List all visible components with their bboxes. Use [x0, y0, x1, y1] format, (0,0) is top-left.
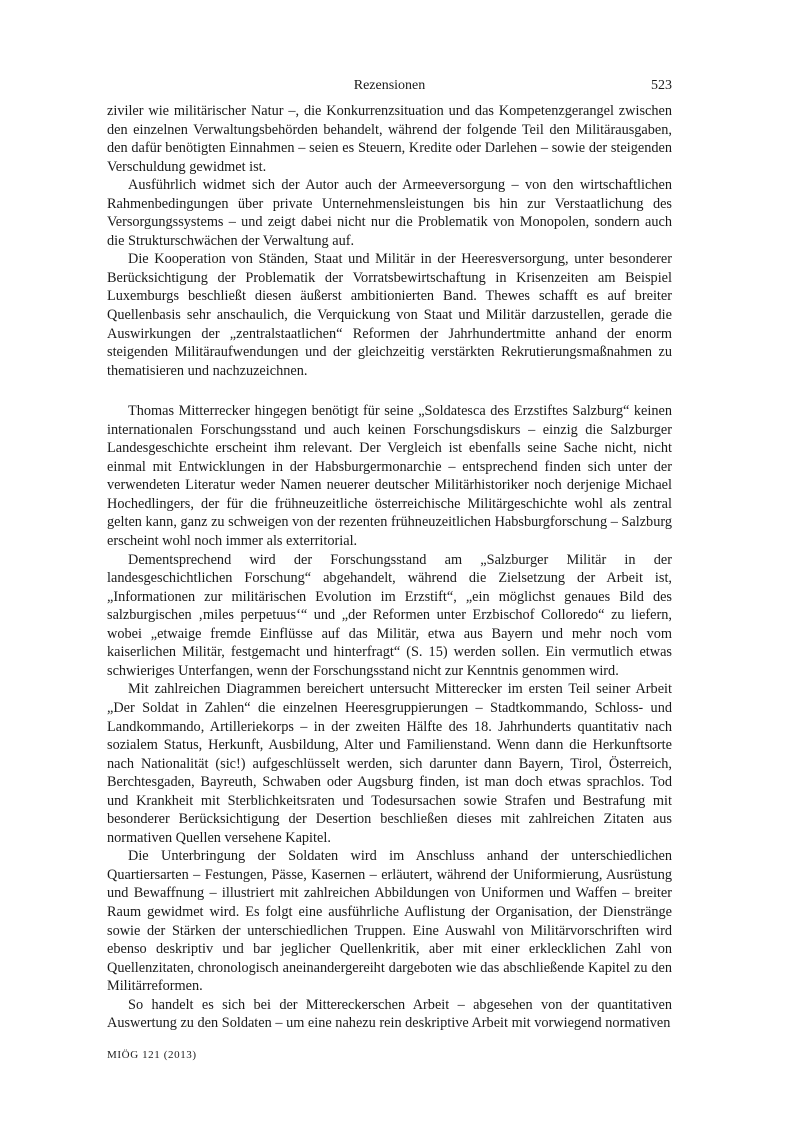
paragraph: Ausführlich widmet sich der Autor auch der Armeeversorgung – von den wirtschaftlichen Rahmenbedingungen über private Unternehmensleistungen bis hin zur Verstaatlichung des Versorgungssystems – und zeigt dabei nicht nur die Problematik von Monopolen, sondern auch die Strukturschwächen der Verwaltung auf.	[107, 177, 672, 249]
running-header	[107, 78, 672, 98]
page-number: 523	[651, 78, 672, 93]
section-gap	[107, 380, 672, 402]
paragraph: ziviler wie militärischer Natur –, die Konkurrenzsituation und das Kompetenzgerangel zwischen den einzelnen Verwaltungsbehörden behandelt, während der folgende Teil den Militärausgaben, den dafür benötigten Einnahmen – seien es Steuern, Kredite oder Darlehen – sowie der steigenden Verschuldung gewidmet ist.	[107, 103, 672, 175]
paragraph: So handelt es sich bei der Mittereckerschen Arbeit – abgesehen von der quantitativen Auswertung zu den Soldaten – um eine nahezu rein deskriptive Arbeit mit vorwiegend normativen	[107, 996, 672, 1032]
paragraph: Mit zahlreichen Diagrammen bereichert untersucht Mitterecker im ersten Teil seiner Arbeit „Der Soldat in Zahlen“ die einzelnen Heeresgruppierungen – Stadtkommando, Schloss- und Landkommando, Artilleriekorps – in der zweiten Hälfte des 18. Jahrhunderts quantitativ nach sozialem Status, Herkunft, Ausbildung, Alter und Familienstand. Wenn dann die Herkunftsorte nach Nationalität (sic!) aufgeschlüsselt werden, sich darunter dann Bayern, Tirol, Österreich, Berchtesgaden, Bayreuth, Schwaben oder Augsburg finden, ist man doch etwas sprachlos. Tod und Krankheit mit Sterblichkeitsraten und Todesursachen sowie Strafen und Bestrafung mit besonderer Berücksichtigung der Desertion beschließen dieses mit zahlreichen Zitaten aus normativen Quellen versehene Kapitel.	[107, 681, 672, 846]
paragraph: Die Kooperation von Ständen, Staat und Militär in der Heeresversorgung, unter besonderer Berücksichtigung der Problematik der Vorratsbewirtschaftung in Krisenzeiten am Beispiel Luxemburgs beschließt diesen äußerst ambitionierten Band. Thewes schafft es auf breiter Quellenbasis sehr anschaulich, die Verquickung von Staat und Militär darzustellen, gerade die Auswirkungen der „zentralstaatlichen“ Reformen der Jahrhundertmitte anhand der enorm steigenden Militäraufwendungen und der gleichzeitig verstärkten Rekrutierungsmaßnahmen zu thematisieren und nachzuzeichnen.	[107, 251, 672, 379]
paragraph: Thomas Mitterrecker hingegen benötigt für seine „Soldatesca des Erzstiftes Salzburg“ keinen internationalen Forschungsstand und auch keinen Forschungsdiskurs – einzig die Salzburger Landesgeschichte erscheint ihm relevant. Der Vergleich ist ebenfalls seine Sache nicht, nicht einmal mit Entwicklungen in der Habsburgermonarchie – entsprechend finden sich unter der verwendeten Literatur weder Namen neuerer deutscher Militärhistoriker noch derjenige Michael Hochedlingers, der für die frühneuzeitliche österreichische Militärgeschichte wohl als zentral gelten kann, ganz zu schweigen von der rezenten frühneuzeitlichen Habsburgforschung – Salzburg erscheint wohl noch immer als exterritorial.	[107, 403, 672, 550]
paragraph: Dementsprechend wird der Forschungsstand am „Salzburger Militär in der landesgeschichtlichen Forschung“ abgehandelt, während die Zielsetzung der Arbeit ist, „Informationen zur militärischen Evolution im Erzstift“, „ein möglichst genaues Bild des salzburgischen ‚miles perpetuus‘“ und „der Reformen unter Erzbischof Colloredo“ zu liefern, wobei „etwaige fremde Einflüsse auf das Militär, etwa aus Bayern und mehr noch vom kaiserlichen Militär, festgemacht und hinterfragt“ (S. 15) werden sollen. Ein vermutlich etwas schwieriges Unterfangen, wenn der Forschungsstand nicht zur Kenntnis genommen wird.	[107, 551, 672, 679]
running-title: Rezensionen	[353, 78, 426, 93]
journal-footer: MIÖG 121 (2013)	[107, 1049, 197, 1061]
body-text	[107, 102, 672, 1033]
paragraph: Die Unterbringung der Soldaten wird im Anschluss anhand der unterschiedlichen Quartiersarten – Festungen, Pässe, Kasernen – erläutert, während der Uniformierung, Ausrüstung und Bewaffnung – illustriert mit zahlreichen Abbildungen von Uniformen und Waffen – breiter Raum gewidmet wird. Es folgt eine ausführliche Auflistung der Organisation, der Dienstränge sowie der Stärken der unterschiedlichen Truppen. Eine Auswahl von Militärvorschriften wird ebenso deskriptiv und bar jeglicher Quellenkritik, aber mit einer erklecklichen Zahl von Quellenzitaten, chronologisch aneinandergereiht dargeboten wie das abschließende Kapitel zu den Militärreformen.	[107, 848, 672, 995]
